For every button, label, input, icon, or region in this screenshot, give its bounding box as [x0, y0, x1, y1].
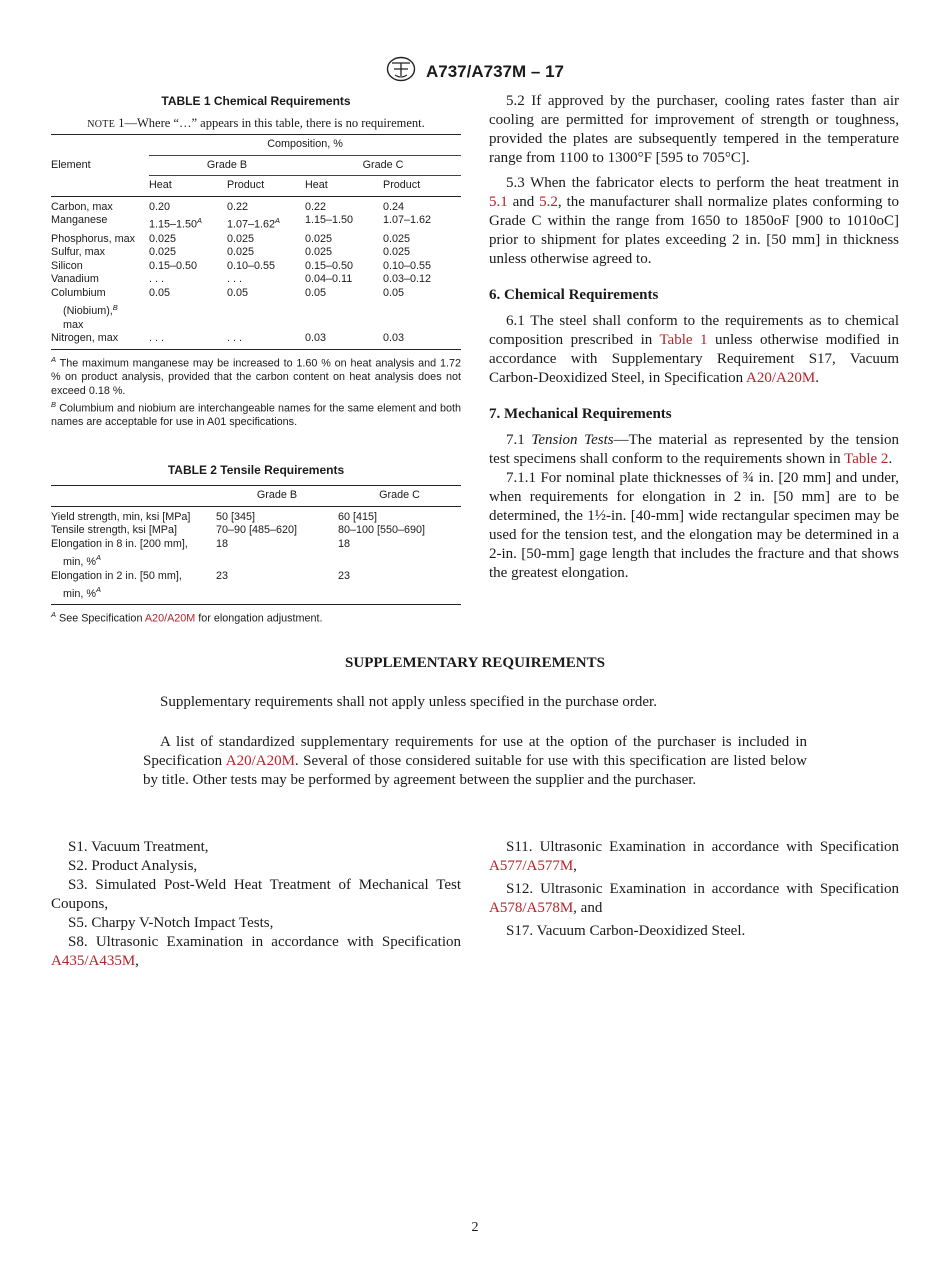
col-b-product: Product — [227, 176, 305, 197]
col-c-heat: Heat — [305, 176, 383, 197]
table1-caption: TABLE 1 Chemical Requirements — [161, 94, 351, 108]
table-row: Silicon 0.15–0.50 0.10–0.55 0.15–0.50 0.10–0.55 — [51, 259, 432, 272]
list-item: S1. Vacuum Treatment, — [68, 839, 209, 855]
table2-caption: TABLE 2 Tensile Requirements — [167, 463, 345, 478]
col-b-heat: Heat — [149, 176, 227, 197]
table1-note — [51, 116, 461, 131]
document-designation: A737/A737M – 17 — [426, 61, 564, 81]
para-7-1-1: 7.1.1 For nominal plate thicknesses of ¾ in. [20 mm] and under, when requirements for elongation in 2 in. [50 mm] are to be determined, the 1½-in. [40-mm] wide rectangular specimen may be used for the tension test, and the elongation may be determined in a 2-in. [50-mm] gage length that includes the fracture and that shows the greatest elongation. — [489, 470, 899, 581]
link-a577[interactable]: A577/A577M — [489, 858, 574, 874]
table1-footnote-a: $^A$ The maximum manganese may be increased to 1.60 % on heat analysis and 1.72 % on product analysis, provided that the carbon content on heat analysis does not exceed 0.18 %. — [51, 354, 461, 397]
col-grade-c: Grade C — [338, 486, 461, 507]
supplementary-list-left — [51, 838, 461, 971]
section-7-heading: 7. Mechanical Requirements — [489, 406, 672, 422]
link-table-2[interactable]: Table 2 — [844, 451, 889, 467]
link-a578[interactable]: A578/A578M — [489, 900, 574, 916]
tensile-requirements-table — [51, 485, 461, 605]
table-row: Nitrogen, max . . . . . . 0.03 0.03 — [51, 332, 461, 349]
astm-logo-icon — [386, 56, 416, 87]
table-row: Columbium (Niobium),$^B$ max 0.05 0.05 0.05 0.05 — [51, 286, 405, 331]
list-item: S11. Ultrasonic Examination in accordance with Specification A577/A577M, — [489, 839, 899, 874]
col-element: Element — [51, 135, 149, 197]
para-5-3: 5.3 When the fabricator elects to perform the heat treatment in 5.1 and 5.2, the manufacturer shall normalize plates conforming to Grade C within the range from 1650 to 1850oF [900 to 1010oC] prior to shipment for plates exceeding 2 in. [50 mm] in thickness unless otherwise agreed to. — [489, 175, 899, 267]
para-6-1: 6.1 The steel shall conform to the requirements as to chemical composition prescribed in Table 1 unless otherwise modified in accordance with Supplementary Requirement S17, Vacuum Carbon-Deoxidized Steel, in Specification A20/A20M. — [489, 313, 900, 386]
link-a20[interactable]: A20/A20M — [746, 370, 816, 386]
col-grade-c: Grade C — [305, 155, 461, 176]
table-row: Tensile strength, ksi [MPa] 70–90 [485–620] 80–100 [550–690] — [51, 524, 426, 537]
table-row: Elongation in 8 in. [200 mm], min, %$^A$ 18 18 — [51, 537, 351, 569]
col-composition: Composition, % — [149, 135, 461, 156]
link-5-1[interactable]: 5.1 — [489, 194, 508, 210]
col-grade-b: Grade B — [216, 486, 338, 507]
table-row: Carbon, max 0.20 0.22 0.22 0.24 — [51, 200, 405, 213]
list-item: S17. Vacuum Carbon-Deoxidized Steel. — [506, 923, 746, 939]
table-row: Yield strength, min, ksi [MPa] 50 [345] 60 [415] — [51, 510, 378, 523]
link-table-1[interactable]: Table 1 — [659, 332, 708, 348]
link-a20[interactable]: A20/A20M — [144, 613, 196, 625]
page-header — [0, 56, 950, 84]
para-5-2: 5.2 If approved by the purchaser, cooling rates faster than air cooling are permitted for improvement of strength or toughness, provided the plates are subsequently tempered in the temperature range from 1100 to 1300°F [595 to 705°C]. — [489, 93, 899, 166]
supplementary-list-intro: A list of standardized supplementary requirements for use at the option of the purchaser is included in Specification A20/A20M. Several of those considered suitable for use with this specification are listed below by title. Other tests may be performed by agreement between the supplier and the purchaser. — [143, 734, 807, 788]
section-6-heading: 6. Chemical Requirements — [489, 287, 659, 303]
col-grade-b: Grade B — [149, 155, 305, 176]
table-row: Phosphorus, max 0.025 0.025 0.025 0.025 — [51, 232, 411, 245]
link-5-2[interactable]: 5.2 — [539, 194, 558, 210]
table-row: Manganese $1.15-1.50^A$ $1.07-1.62^A$ 1.15–1.50 1.07–1.62 — [51, 214, 432, 231]
list-item: S2. Product Analysis, — [68, 858, 198, 874]
table1-footnote-b: $^B$ Columbium and niobium are interchangeable names for the same element and both names are acceptable for use in A01 specifications. — [51, 400, 461, 429]
list-item: S5. Charpy V-Notch Impact Tests, — [68, 915, 274, 931]
list-item: S12. Ultrasonic Examination in accordance with Specification A578/A578M, and — [489, 881, 899, 916]
chemical-requirements-table — [51, 134, 461, 350]
supplementary-intro: Supplementary requirements shall not apply unless specified in the purchase order. — [160, 694, 657, 710]
link-a20[interactable]: A20/A20M — [225, 753, 295, 769]
page-number: 2 — [471, 1220, 479, 1235]
table-row: Vanadium . . . . . . 0.04–0.11 0.03–0.12 — [51, 273, 432, 286]
supplementary-title: SUPPLEMENTARY REQUIREMENTS — [345, 655, 605, 671]
left-column — [51, 92, 461, 627]
table-row: Sulfur, max 0.025 0.025 0.025 0.025 — [51, 246, 411, 259]
list-item: S8. Ultrasonic Examination in accordance with Specification A435/A435M, — [51, 934, 461, 969]
right-column — [489, 92, 899, 583]
note-label: NOTE — [87, 119, 116, 130]
table-row: Elongation in 2 in. [50 mm], min, %$^A$ 23 23 — [51, 570, 461, 605]
link-a435[interactable]: A435/A435M — [51, 953, 136, 969]
col-c-product: Product — [383, 176, 461, 197]
list-item: S3. Simulated Post-Weld Heat Treatment of Mechanical Test Coupons, — [51, 877, 461, 912]
note-text: 1—Where “…” appears in this table, there is no requirement. — [115, 116, 425, 130]
para-7-1: 7.1 Tension Tests—The material as represented by the tension test specimens shall conform to the requirements shown in Table 2. — [489, 432, 900, 467]
supplementary-list-right — [489, 838, 899, 941]
table2-footnote: $^A$ See Specification A20/A20M for elongation adjustment. — [51, 610, 323, 625]
